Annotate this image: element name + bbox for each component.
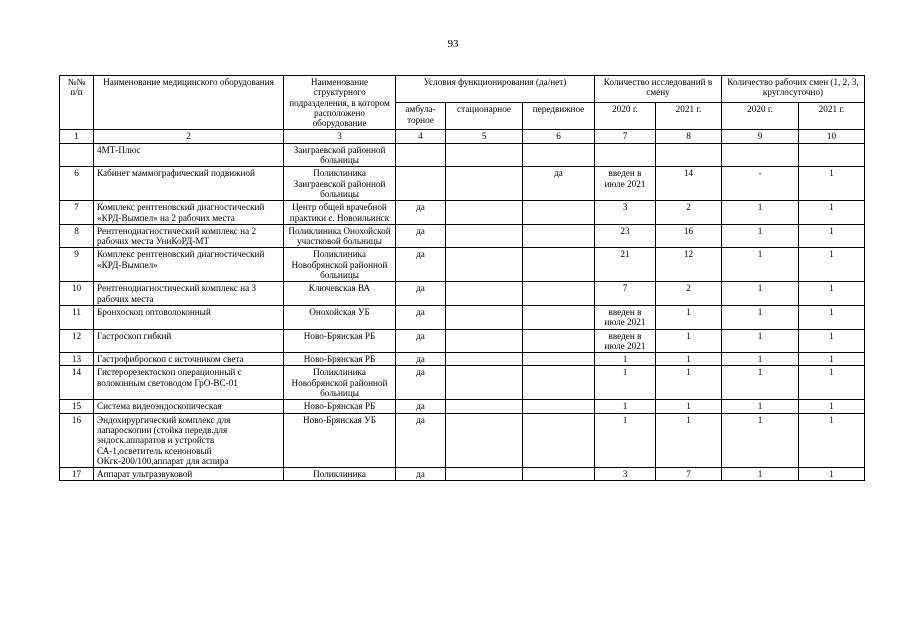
table-row xyxy=(60,224,865,248)
row-shifts-2020: 1 xyxy=(722,329,799,353)
row-shifts-2020: 1 xyxy=(722,282,799,306)
row-research-2021: 1 xyxy=(656,413,722,467)
row-name: Гастрофиброскоп с источником света xyxy=(94,353,284,366)
row-name: Аппарат ультразвуковой xyxy=(94,468,284,481)
row-stationary xyxy=(446,143,523,167)
row-shifts-2020 xyxy=(722,143,799,167)
row-mobile xyxy=(523,468,595,481)
header-name: Наименование медицинского оборудования xyxy=(94,76,284,130)
row-stationary xyxy=(446,468,523,481)
header-shifts: Количество рабочих смен (1, 2, 3, круглосуточно) xyxy=(722,76,865,103)
row-num: 15 xyxy=(60,400,94,413)
row-mobile xyxy=(523,201,595,225)
row-mobile xyxy=(523,143,595,167)
row-mobile xyxy=(523,305,595,329)
row-stationary xyxy=(446,329,523,353)
row-shifts-2020: 1 xyxy=(722,468,799,481)
row-shifts-2020: 1 xyxy=(722,400,799,413)
column-number: 10 xyxy=(799,130,865,143)
row-shifts-2021: 1 xyxy=(799,366,865,400)
row-ambulatory: да xyxy=(396,468,446,481)
table-row xyxy=(60,143,865,167)
row-mobile xyxy=(523,366,595,400)
row-dept: Ново-Брянская РБ xyxy=(284,400,396,413)
table-row xyxy=(60,400,865,413)
column-number: 8 xyxy=(656,130,722,143)
row-shifts-2021: 1 xyxy=(799,305,865,329)
header-research-2020: 2020 г. xyxy=(595,103,656,130)
row-ambulatory: да xyxy=(396,282,446,306)
row-research-2021 xyxy=(656,143,722,167)
row-dept: Центр общей врачебной практики с. Новоильинск xyxy=(284,201,396,225)
row-stationary xyxy=(446,366,523,400)
row-shifts-2020: 1 xyxy=(722,366,799,400)
row-research-2020: 1 xyxy=(595,353,656,366)
row-dept: Поликлиника Новобрянской районной больницы xyxy=(284,248,396,282)
row-mobile: да xyxy=(523,167,595,201)
header-dept: Наименование структурного подразделения, в котором расположено оборудование xyxy=(284,76,396,130)
table-row xyxy=(60,167,865,201)
row-research-2021: 1 xyxy=(656,400,722,413)
row-dept: Заиграевской районной больницы xyxy=(284,143,396,167)
row-mobile xyxy=(523,224,595,248)
row-stationary xyxy=(446,224,523,248)
row-dept: Ключевская ВА xyxy=(284,282,396,306)
row-ambulatory: да xyxy=(396,248,446,282)
column-number: 5 xyxy=(446,130,523,143)
row-name: Гастроскоп гибкий xyxy=(94,329,284,353)
row-shifts-2021: 1 xyxy=(799,329,865,353)
row-research-2020: 7 xyxy=(595,282,656,306)
header-num: №№ п/п xyxy=(60,76,94,130)
row-research-2020: 1 xyxy=(595,400,656,413)
row-stationary xyxy=(446,201,523,225)
column-number: 9 xyxy=(722,130,799,143)
row-ambulatory: да xyxy=(396,201,446,225)
row-num: 7 xyxy=(60,201,94,225)
header-research: Количество исследований в смену xyxy=(595,76,722,103)
row-num: 9 xyxy=(60,248,94,282)
row-num: 10 xyxy=(60,282,94,306)
row-dept: Поликлиника xyxy=(284,468,396,481)
row-shifts-2021: 1 xyxy=(799,468,865,481)
row-mobile xyxy=(523,329,595,353)
row-stationary xyxy=(446,413,523,467)
column-number: 2 xyxy=(94,130,284,143)
row-ambulatory: да xyxy=(396,353,446,366)
row-ambulatory: да xyxy=(396,413,446,467)
equipment-table xyxy=(59,75,865,481)
row-name: Гистерорезектоскоп операционный с волоконным световодом ГрО-ВС-01 xyxy=(94,366,284,400)
row-research-2021: 16 xyxy=(656,224,722,248)
row-num: 6 xyxy=(60,167,94,201)
row-shifts-2021: 1 xyxy=(799,167,865,201)
column-number: 3 xyxy=(284,130,396,143)
row-research-2020: введен в июле 2021 xyxy=(595,167,656,201)
row-research-2021: 1 xyxy=(656,329,722,353)
row-name: Бронхоскоп оптоволоконный xyxy=(94,305,284,329)
row-dept: Ново-Брянская РБ xyxy=(284,329,396,353)
row-stationary xyxy=(446,400,523,413)
table-row xyxy=(60,282,865,306)
row-research-2020: введен в июле 2021 xyxy=(595,305,656,329)
row-shifts-2020: 1 xyxy=(722,201,799,225)
row-shifts-2021: 1 xyxy=(799,201,865,225)
row-research-2021: 1 xyxy=(656,366,722,400)
row-shifts-2020: 1 xyxy=(722,353,799,366)
row-name: Эндохирургический комплекс для лапароскопии (стойка передв.для эндоск.аппаратов и устройств СА-1,осветитель ксеноновый ОКгк-200/100,аппарат для аспира xyxy=(94,413,284,467)
header-stationary: стационарное xyxy=(446,103,523,130)
row-research-2020: 1 xyxy=(595,366,656,400)
row-research-2021: 7 xyxy=(656,468,722,481)
header-shifts-2020: 2020 г. xyxy=(722,103,799,130)
row-dept: Поликлиника Онохойской участковой больницы xyxy=(284,224,396,248)
row-num: 17 xyxy=(60,468,94,481)
row-stationary xyxy=(446,305,523,329)
row-ambulatory: да xyxy=(396,329,446,353)
row-name: Рентгенодиагностический комплекс на 2 рабочих места УниКоРД-МТ xyxy=(94,224,284,248)
row-shifts-2021: 1 xyxy=(799,282,865,306)
row-mobile xyxy=(523,413,595,467)
row-research-2020: 23 xyxy=(595,224,656,248)
column-number: 1 xyxy=(60,130,94,143)
row-num: 11 xyxy=(60,305,94,329)
page-number: 93 xyxy=(447,38,459,50)
row-shifts-2021: 1 xyxy=(799,400,865,413)
header-ambulatory: амбула-торное xyxy=(396,103,446,130)
header-shifts-2021: 2021 г. xyxy=(799,103,865,130)
table-row xyxy=(60,305,865,329)
row-dept: Онохойская УБ xyxy=(284,305,396,329)
row-mobile xyxy=(523,282,595,306)
row-research-2021: 1 xyxy=(656,305,722,329)
row-name: 4МТ-Плюс xyxy=(94,143,284,167)
table-row xyxy=(60,468,865,481)
column-number: 4 xyxy=(396,130,446,143)
row-dept: Ново-Брянская РБ xyxy=(284,353,396,366)
row-name: Система видеоэндоскопическая xyxy=(94,400,284,413)
row-shifts-2021: 1 xyxy=(799,413,865,467)
row-research-2021: 12 xyxy=(656,248,722,282)
row-stationary xyxy=(446,353,523,366)
row-ambulatory: да xyxy=(396,366,446,400)
row-research-2020: 21 xyxy=(595,248,656,282)
row-research-2020: 3 xyxy=(595,201,656,225)
table-row xyxy=(60,366,865,400)
row-num xyxy=(60,143,94,167)
row-stationary xyxy=(446,248,523,282)
row-shifts-2020: 1 xyxy=(722,248,799,282)
column-number: 7 xyxy=(595,130,656,143)
row-research-2020: 1 xyxy=(595,413,656,467)
row-name: Комплекс рентгеновский диагностический «КРД-Вымпел» xyxy=(94,248,284,282)
table-row xyxy=(60,248,865,282)
header-conditions: Условия функционирования (да/нет) xyxy=(396,76,595,103)
row-num: 13 xyxy=(60,353,94,366)
row-research-2021: 14 xyxy=(656,167,722,201)
row-mobile xyxy=(523,353,595,366)
row-num: 8 xyxy=(60,224,94,248)
row-stationary xyxy=(446,282,523,306)
row-ambulatory xyxy=(396,143,446,167)
header-row-1 xyxy=(60,76,865,103)
row-dept: Поликлиника Новобрянской районной больницы xyxy=(284,366,396,400)
table-body xyxy=(60,143,865,481)
row-shifts-2021: 1 xyxy=(799,248,865,282)
row-ambulatory: да xyxy=(396,400,446,413)
column-number-row xyxy=(60,130,865,143)
row-dept: Ново-Брянская УБ xyxy=(284,413,396,467)
row-shifts-2021 xyxy=(799,143,865,167)
row-research-2021: 1 xyxy=(656,353,722,366)
row-shifts-2020: 1 xyxy=(722,224,799,248)
row-research-2020: введен в июле 2021 xyxy=(595,329,656,353)
row-stationary xyxy=(446,167,523,201)
row-num: 16 xyxy=(60,413,94,467)
row-shifts-2020: 1 xyxy=(722,413,799,467)
row-research-2021: 2 xyxy=(656,201,722,225)
row-mobile xyxy=(523,400,595,413)
row-shifts-2020: 1 xyxy=(722,305,799,329)
row-shifts-2020: - xyxy=(722,167,799,201)
header-mobile: передвижное xyxy=(523,103,595,130)
row-name: Комплекс рентгеновский диагностический «КРД-Вымпел» на 2 рабочих места xyxy=(94,201,284,225)
table-row xyxy=(60,353,865,366)
row-research-2020 xyxy=(595,143,656,167)
table-row xyxy=(60,329,865,353)
row-ambulatory: да xyxy=(396,224,446,248)
row-mobile xyxy=(523,248,595,282)
row-ambulatory: да xyxy=(396,305,446,329)
row-name: Кабинет маммографический подвижной xyxy=(94,167,284,201)
row-num: 12 xyxy=(60,329,94,353)
row-research-2021: 2 xyxy=(656,282,722,306)
row-dept: Поликлиника Заиграевской районной больницы xyxy=(284,167,396,201)
row-research-2020: 3 xyxy=(595,468,656,481)
header-research-2021: 2021 г. xyxy=(656,103,722,130)
row-num: 14 xyxy=(60,366,94,400)
row-ambulatory xyxy=(396,167,446,201)
row-shifts-2021: 1 xyxy=(799,224,865,248)
row-shifts-2021: 1 xyxy=(799,353,865,366)
table-row xyxy=(60,413,865,467)
row-name: Рентгенодиагностический комплекс на 3 рабочих места xyxy=(94,282,284,306)
table-row xyxy=(60,201,865,225)
column-number: 6 xyxy=(523,130,595,143)
